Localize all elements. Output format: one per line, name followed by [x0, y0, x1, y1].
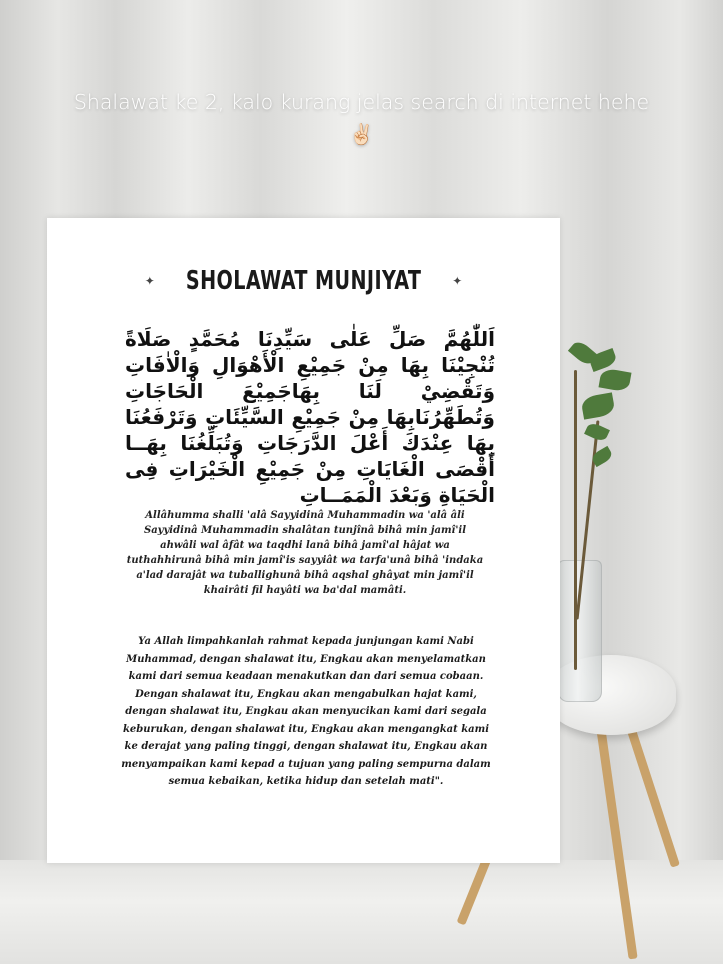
- plant-stem: [574, 370, 577, 670]
- victory-hand-icon: ✌🏻: [349, 122, 374, 146]
- floor-background: [0, 860, 723, 964]
- poster: [47, 218, 560, 863]
- leaf: [584, 421, 610, 443]
- leaf: [598, 368, 631, 393]
- sparkle-icon: ✦: [144, 274, 155, 288]
- poster-header: [47, 266, 560, 296]
- leaf: [580, 392, 615, 419]
- caption-overlay: [60, 86, 663, 150]
- caption-text: Shalawat ke 2, kalo kurang jelas search di internet hehe: [73, 90, 650, 114]
- arabic-prayer-text: اَللّٰهُمَّ صَلِّ عَلٰى سَيِّدِنَا مُحَمَّدٍ صَلَاةً تُنْجِيْنَا بِهَا مِنْ جَمِيْعِ الْأَهْوَالِ وَالْاٰفَاتِ وَتَقْضِيْ لَنَا بِهَاجَمِيْعَ الْحَاجَاتِ وَتُطَهِّرُنَابِهَا مِنْ جَمِيْعِ السَّيِّئَاتِ وَتَرْفَعُنَا بِهَا عِنْدَكَ أَعْلَ الدَّرَجَاتِ وَتُبَلِّغُنَا بِهَــا أَقْصَى الْغَايَاتِ مِنْ جَمِيْعِ الْخَيْرَاتِ فِى الْحَيَاةِ وَبَعْدَ الْمَمَــاتِ: [125, 327, 495, 507]
- transliteration-text: Allâhumma shalli 'alâ Sayyidinâ Muhammadin wa 'alâ âli Sayyidinâ Muhammadin shalâtan tunjînâ bihâ min jamî'il ahwâli wal âfât wa taqdhi lanâ bihâ jamî'al hâjat wa tuthahhirunâ bihâ min jamî'is sayyiât wa tarfa'unâ bihâ 'indaka a'lad darajât wa tuballighunâ bihâ aqshal ghâyat min jamî'il khairâti fil hayâti wa ba'dal mamâti.: [126, 510, 484, 596]
- poster-title: SHOLAWAT MUNJIYAT: [185, 266, 422, 296]
- translation-text: Ya Allah limpahkanlah rahmat kepada junjungan kami Nabi Muhammad, dengan shalawat itu, Engkau akan menyelamatkan kami dari semua keadaan menakutkan dan dari semua cobaan. Dengan shalawat itu, Engkau akan mengabulkan hajat kami, dengan shalawat itu, Engkau akan menyucikan kami dari segala keburukan, dengan shalawat itu, Engkau akan mengangkat kami ke derajat yang paling tinggi, dengan shalawat itu, Engkau akan menyampaikan kami kepad a tujuan yang paling sempurna dalam semua kebaikan, ketika hidup dan setelah mati".: [121, 636, 491, 787]
- table-leg: [625, 722, 680, 867]
- sparkle-icon: ✦: [452, 274, 463, 288]
